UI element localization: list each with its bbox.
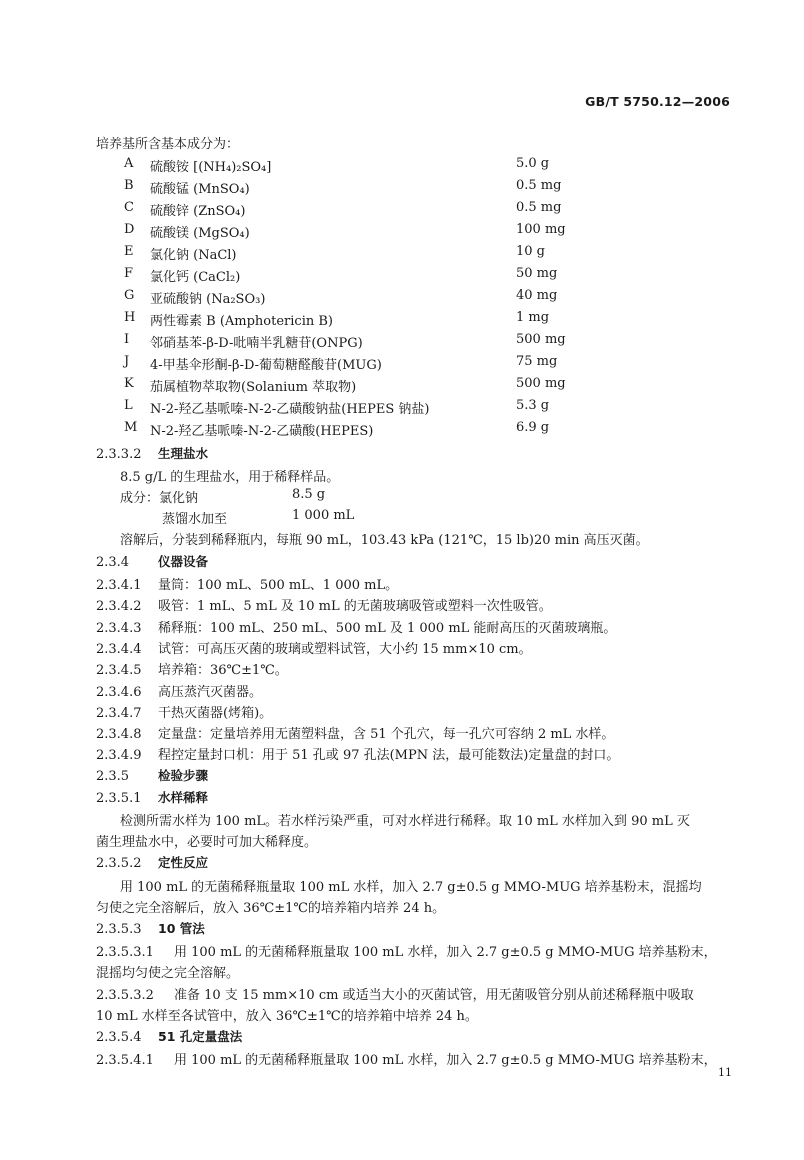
section-heading bbox=[96, 853, 208, 871]
component-name: 茄属植物萃取物(Solanium 萃取物) bbox=[150, 380, 357, 395]
component-name: N-2-羟乙基哌嗪-N-2-乙磺酸钠盐(HEPES 钠盐) bbox=[150, 402, 430, 417]
component-letter: K bbox=[124, 376, 134, 391]
component-row bbox=[120, 398, 580, 418]
components-intro: 培养基所含基本成分为： bbox=[96, 137, 240, 152]
equipment-item bbox=[96, 702, 272, 721]
component-name: 氯化钙 (CaCl₂) bbox=[150, 270, 241, 285]
clause-text: 用 100 mL 的无菌稀释瓶量取 100 mL 水样，加入 2.7 g±0.5 g MMO-MUG 培养基粉末， bbox=[174, 1053, 717, 1068]
component-amount: 0.5 mg bbox=[516, 178, 562, 193]
component-row bbox=[120, 244, 580, 264]
component-row bbox=[120, 420, 580, 440]
component-name: 硫酸镁 (MgSO₄) bbox=[150, 226, 250, 241]
section-heading bbox=[96, 1027, 242, 1045]
saline-comp-value-2: 1 000 mL bbox=[292, 508, 355, 523]
section-number: 2.3.3.2 bbox=[96, 447, 142, 462]
clause-text: 吸管：1 mL、5 mL 及 10 mL 的无菌玻璃吸管或塑料一次性吸管。 bbox=[158, 599, 552, 614]
clause-text: 量筒：100 mL、500 mL、1 000 mL。 bbox=[158, 578, 399, 593]
section-title: 51 孔定量盘法 bbox=[158, 1029, 243, 1044]
section-number: 2.3.5.4 bbox=[96, 1030, 142, 1045]
component-name: 硫酸锰 (MnSO₄) bbox=[150, 182, 250, 197]
section-number: 2.3.5.3 bbox=[96, 922, 142, 937]
clause-item bbox=[96, 984, 694, 1003]
section-title: 生理盐水 bbox=[158, 446, 209, 461]
component-row bbox=[120, 266, 580, 286]
section-title: 仪器设备 bbox=[158, 554, 209, 569]
clause-text: 培养箱：36℃±1℃。 bbox=[158, 663, 288, 678]
component-row bbox=[120, 156, 580, 176]
component-letter: J bbox=[124, 354, 130, 369]
component-row bbox=[120, 200, 580, 220]
equipment-item bbox=[96, 659, 288, 678]
section-title: 检验步骤 bbox=[158, 768, 209, 783]
component-name: 硫酸铵 [(NH₄)₂SO₄] bbox=[150, 160, 272, 175]
component-amount: 100 mg bbox=[516, 222, 566, 237]
component-amount: 500 mg bbox=[516, 376, 566, 391]
component-letter: C bbox=[124, 200, 134, 215]
clause-number: 2.3.4.3 bbox=[96, 621, 142, 636]
clause-number: 2.3.5.3.2 bbox=[96, 988, 154, 1003]
clause-text: 用 100 mL 的无菌稀释瓶量取 100 mL 水样，加入 2.7 g±0.5 g MMO-MUG 培养基粉末， bbox=[174, 945, 717, 960]
section-heading bbox=[96, 552, 208, 570]
clause-number: 2.3.4.8 bbox=[96, 727, 142, 742]
component-letter: H bbox=[124, 310, 136, 325]
clause-number: 2.3.4.7 bbox=[96, 706, 142, 721]
component-name: 4-甲基伞形酮-β-D-葡萄糖醛酸苷(MUG) bbox=[150, 358, 382, 373]
section-heading bbox=[96, 766, 208, 784]
clause-text: 稀释瓶：100 mL、250 mL、500 mL 及 1 000 mL 能耐高压的灭菌玻璃瓶。 bbox=[158, 621, 617, 636]
component-name: 氯化钠 (NaCl) bbox=[150, 248, 237, 263]
saline-prep: 溶解后，分装到稀释瓶内，每瓶 90 mL，103.43 kPa (121℃，15 lb)20 min 高压灭菌。 bbox=[120, 533, 649, 548]
clause-number: 2.3.4.9 bbox=[96, 748, 142, 763]
clause-number: 2.3.4.2 bbox=[96, 599, 142, 614]
section-number: 2.3.5.1 bbox=[96, 791, 142, 806]
saline-comp-label-2: 蒸馏水加至 bbox=[162, 512, 228, 527]
equipment-item bbox=[96, 723, 614, 742]
dilution-line-2: 菌生理盐水中，必要时可加大稀释度。 bbox=[96, 835, 318, 850]
clause-text-continued: 10 mL 水样至各试管中，放入 36℃±1℃的培养箱中培养 24 h。 bbox=[96, 1009, 478, 1024]
component-row bbox=[120, 376, 580, 396]
qualitative-line-1: 用 100 mL 的无菌稀释瓶量取 100 mL 水样，加入 2.7 g±0.5 g MMO-MUG 培养基粉末，混摇均 bbox=[120, 880, 702, 895]
component-amount: 500 mg bbox=[516, 332, 566, 347]
section-heading bbox=[96, 788, 208, 806]
component-row bbox=[120, 310, 580, 330]
qualitative-line-2: 匀使之完全溶解后，放入 36℃±1℃的培养箱内培养 24 h。 bbox=[96, 901, 446, 916]
clause-number: 2.3.5.3.1 bbox=[96, 945, 154, 960]
component-name: 邻硝基苯-β-D-吡喃半乳糖苷(ONPG) bbox=[150, 336, 363, 351]
clause-text: 试管：可高压灭菌的玻璃或塑料试管，大小约 15 mm×10 cm。 bbox=[158, 642, 532, 657]
component-letter: E bbox=[124, 244, 134, 259]
clause-text: 定量盘：定量培养用无菌塑料盘，含 51 个孔穴，每一孔穴可容纳 2 mL 水样。 bbox=[158, 727, 615, 742]
component-amount: 10 g bbox=[516, 244, 545, 259]
component-letter: L bbox=[124, 398, 133, 413]
clause-number: 2.3.5.4.1 bbox=[96, 1053, 154, 1068]
clause-number: 2.3.4.1 bbox=[96, 578, 142, 593]
component-name: N-2-羟乙基哌嗪-N-2-乙磺酸(HEPES) bbox=[150, 424, 374, 439]
component-letter: F bbox=[124, 266, 134, 281]
component-amount: 5.0 g bbox=[516, 156, 550, 171]
component-row bbox=[120, 222, 580, 242]
saline-comp-value: 8.5 g bbox=[292, 487, 326, 502]
component-letter: M bbox=[124, 420, 138, 435]
component-name: 两性霉素 B (Amphotericin B) bbox=[150, 314, 333, 329]
equipment-item bbox=[96, 595, 552, 614]
section-number: 2.3.4 bbox=[96, 555, 130, 570]
component-row bbox=[120, 354, 580, 374]
component-amount: 75 mg bbox=[516, 354, 558, 369]
saline-comp-label: 成分：氯化钠 bbox=[120, 491, 199, 506]
clause-item bbox=[96, 1049, 717, 1068]
equipment-item bbox=[96, 574, 398, 593]
component-letter: D bbox=[124, 222, 135, 237]
clause-text: 程控定量封口机：用于 51 孔或 97 孔法(MPN 法，最可能数法)定量盘的封口。 bbox=[158, 748, 620, 763]
component-row bbox=[120, 178, 580, 198]
component-letter: I bbox=[124, 332, 130, 347]
component-letter: B bbox=[124, 178, 134, 193]
section-heading bbox=[96, 919, 205, 937]
section-title: 定性反应 bbox=[158, 855, 209, 870]
component-name: 硫酸锌 (ZnSO₄) bbox=[150, 204, 246, 219]
section-heading bbox=[96, 444, 208, 462]
component-amount: 5.3 g bbox=[516, 398, 550, 413]
component-amount: 50 mg bbox=[516, 266, 558, 281]
clause-text: 准备 10 支 15 mm×10 cm 或适当大小的灭菌试管，用无菌吸管分别从前述稀释瓶中吸取 bbox=[174, 988, 694, 1003]
clause-text: 高压蒸汽灭菌器。 bbox=[158, 685, 263, 700]
component-letter: A bbox=[124, 156, 134, 171]
component-amount: 1 mg bbox=[516, 310, 550, 325]
equipment-item bbox=[96, 744, 619, 763]
equipment-item bbox=[96, 617, 616, 636]
component-amount: 6.9 g bbox=[516, 420, 550, 435]
section-title: 水样稀释 bbox=[158, 790, 209, 805]
component-letter: G bbox=[124, 288, 135, 303]
component-amount: 0.5 mg bbox=[516, 200, 562, 215]
standard-code: GB/T 5750.12—2006 bbox=[585, 94, 730, 109]
component-name: 亚硫酸钠 (Na₂SO₃) bbox=[150, 292, 266, 307]
component-amount: 40 mg bbox=[516, 288, 558, 303]
dilution-line-1: 检测所需水样为 100 mL。若水样污染严重，可对水样进行稀释。取 10 mL 水样加入到 90 mL 灭 bbox=[120, 814, 690, 829]
section-title: 10 管法 bbox=[158, 921, 205, 936]
clause-text: 干热灭菌器(烤箱)。 bbox=[158, 706, 273, 721]
component-row bbox=[120, 332, 580, 352]
clause-text-continued: 混摇均匀使之完全溶解。 bbox=[96, 966, 240, 981]
clause-number: 2.3.4.6 bbox=[96, 685, 142, 700]
clause-number: 2.3.4.5 bbox=[96, 663, 142, 678]
clause-number: 2.3.4.4 bbox=[96, 642, 142, 657]
page-number: 11 bbox=[718, 1066, 732, 1079]
saline-description: 8.5 g/L 的生理盐水，用于稀释样品。 bbox=[120, 470, 340, 485]
section-number: 2.3.5 bbox=[96, 769, 130, 784]
equipment-item bbox=[96, 638, 532, 657]
component-row bbox=[120, 288, 580, 308]
section-number: 2.3.5.2 bbox=[96, 856, 142, 871]
equipment-item bbox=[96, 681, 262, 700]
clause-item bbox=[96, 941, 717, 960]
